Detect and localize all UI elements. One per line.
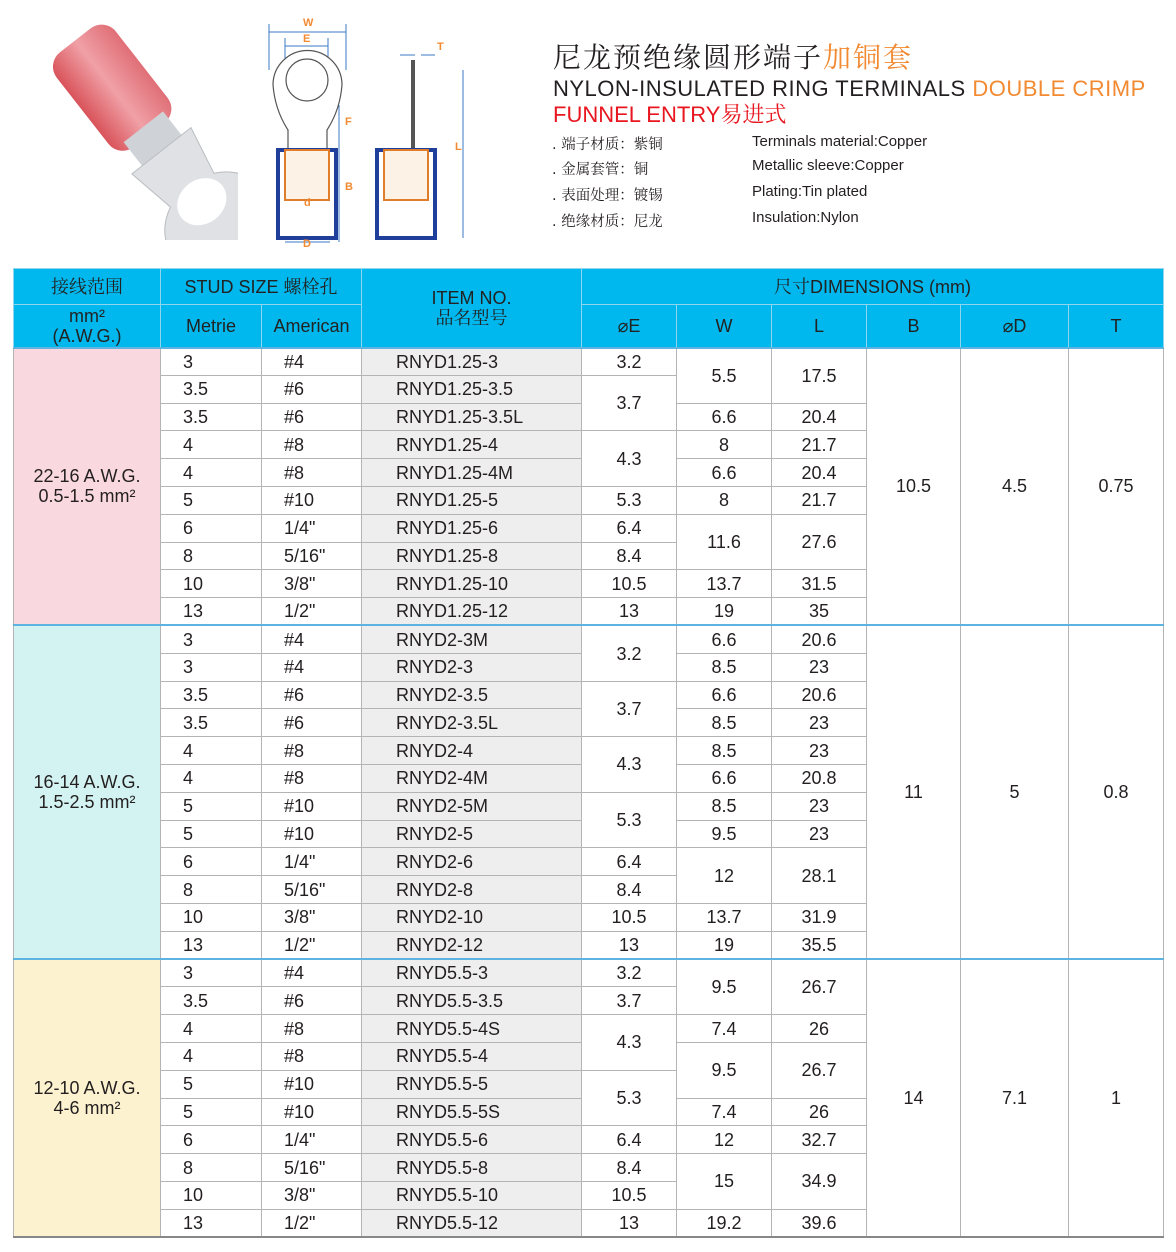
- e-cell: 5.3: [582, 792, 677, 848]
- american-cell: #10: [262, 1070, 362, 1098]
- e-cell: 8.4: [582, 542, 677, 570]
- metric-cell: 13: [161, 598, 262, 626]
- e-cell: 3.7: [582, 681, 677, 737]
- title-en-accent: DOUBLE CRIMP: [972, 76, 1146, 101]
- title-chinese: [553, 36, 913, 76]
- header-d: ⌀D: [961, 305, 1069, 348]
- w-cell: 8.5: [677, 709, 772, 737]
- header-range: 接线范围: [14, 269, 161, 305]
- l-cell: 20.4: [772, 403, 867, 431]
- spec-cn: . 金属套管：铜: [552, 162, 649, 178]
- l-cell: 20.4: [772, 459, 867, 487]
- e-cell: 5.3: [582, 486, 677, 514]
- mm-range: 0.5-1.5 mm²: [38, 486, 136, 507]
- l-cell: 23: [772, 709, 867, 737]
- w-cell: 6.6: [677, 681, 772, 709]
- l-cell: 21.7: [772, 431, 867, 459]
- l-cell: 34.9: [772, 1154, 867, 1210]
- e-cell: 13: [582, 1209, 677, 1237]
- metric-cell: 3: [161, 348, 262, 376]
- metric-cell: 5: [161, 792, 262, 820]
- item-no-cell: RNYD5.5-3: [362, 959, 582, 987]
- spec-cn: . 表面处理：镀锡: [552, 188, 663, 204]
- item-no-cell: RNYD5.5-5: [362, 1070, 582, 1098]
- american-cell: #6: [262, 375, 362, 403]
- mm-range: 1.5-2.5 mm²: [38, 792, 136, 813]
- american-cell: 1/4": [262, 514, 362, 542]
- american-cell: #6: [262, 987, 362, 1015]
- header-american: American: [262, 305, 362, 348]
- metric-cell: 4: [161, 431, 262, 459]
- awg-range: 12-10 A.W.G.: [33, 1078, 141, 1099]
- title-cn-main: 尼龙预绝缘圆形端子: [553, 41, 824, 74]
- l-cell: 23: [772, 792, 867, 820]
- e-cell: 4.3: [582, 737, 677, 793]
- metric-cell: 13: [161, 1209, 262, 1237]
- e-cell: 5.3: [582, 1070, 677, 1126]
- metric-cell: 3.5: [161, 403, 262, 431]
- item-no-cell: RNYD5.5-4: [362, 1042, 582, 1070]
- l-cell: 39.6: [772, 1209, 867, 1237]
- metric-cell: 10: [161, 903, 262, 931]
- spec-en: Metallic sleeve:Copper: [752, 157, 904, 174]
- item-no-cell: RNYD1.25-3.5: [362, 375, 582, 403]
- item-no-cell: RNYD2-5M: [362, 792, 582, 820]
- title-en-subtitle: FUNNEL ENTRY易进式: [553, 102, 787, 127]
- l-cell: 20.6: [772, 681, 867, 709]
- mm-range: 4-6 mm²: [53, 1098, 121, 1119]
- header-mm: mm²: [69, 305, 105, 326]
- american-cell: #8: [262, 459, 362, 487]
- header-b: B: [867, 305, 961, 348]
- item-no-cell: RNYD2-5: [362, 820, 582, 848]
- spec-en: Terminals material:Copper: [752, 133, 928, 150]
- metric-cell: 4: [161, 459, 262, 487]
- metric-cell: 5: [161, 486, 262, 514]
- item-no-cell: RNYD2-4: [362, 737, 582, 765]
- awg-range: 16-14 A.W.G.: [33, 772, 141, 793]
- item-no-cell: RNYD5.5-8: [362, 1154, 582, 1182]
- w-cell: 8.5: [677, 792, 772, 820]
- l-cell: 26: [772, 1098, 867, 1126]
- american-cell: 5/16": [262, 542, 362, 570]
- american-cell: #4: [262, 625, 362, 653]
- header-item: [362, 269, 582, 348]
- item-no-cell: RNYD2-3.5L: [362, 709, 582, 737]
- w-cell: 9.5: [677, 1042, 772, 1098]
- american-cell: #8: [262, 1015, 362, 1043]
- w-cell: 19: [677, 598, 772, 626]
- w-cell: 6.6: [677, 403, 772, 431]
- item-no-cell: RNYD1.25-10: [362, 570, 582, 598]
- header-metric: Metrie: [161, 305, 262, 348]
- ring-terminal-photo: [8, 20, 238, 240]
- header-range-unit: [14, 305, 161, 348]
- item-no-cell: RNYD1.25-3.5L: [362, 403, 582, 431]
- wire-range-cell: [14, 959, 161, 1237]
- e-cell: 8.4: [582, 1154, 677, 1182]
- metric-cell: 10: [161, 570, 262, 598]
- american-cell: #8: [262, 431, 362, 459]
- item-no-cell: RNYD1.25-8: [362, 542, 582, 570]
- l-cell: 35.5: [772, 931, 867, 959]
- american-cell: 1/4": [262, 848, 362, 876]
- item-no-cell: RNYD5.5-5S: [362, 1098, 582, 1126]
- e-cell: 10.5: [582, 903, 677, 931]
- l-cell: 17.5: [772, 348, 867, 404]
- item-no-cell: RNYD1.25-4: [362, 431, 582, 459]
- header-awg: (A.W.G.): [52, 325, 122, 346]
- american-cell: #4: [262, 959, 362, 987]
- t-cell: 0.8: [1069, 625, 1164, 959]
- e-cell: 6.4: [582, 1126, 677, 1154]
- american-cell: #4: [262, 653, 362, 681]
- metric-cell: 3.5: [161, 375, 262, 403]
- american-cell: 5/16": [262, 1154, 362, 1182]
- table-row: [14, 625, 1164, 653]
- l-cell: 26.7: [772, 1042, 867, 1098]
- title-en-main: NYLON-INSULATED RING TERMINALS: [553, 76, 973, 101]
- spec-cn: . 端子材质：紫铜: [552, 137, 663, 153]
- svg-text:T: T: [437, 41, 444, 53]
- item-no-cell: RNYD2-12: [362, 931, 582, 959]
- w-cell: 12: [677, 1126, 772, 1154]
- american-cell: #6: [262, 403, 362, 431]
- w-cell: 6.6: [677, 764, 772, 792]
- american-cell: 3/8": [262, 570, 362, 598]
- item-no-cell: RNYD5.5-6: [362, 1126, 582, 1154]
- l-cell: 28.1: [772, 848, 867, 904]
- american-cell: #10: [262, 792, 362, 820]
- item-no-cell: RNYD5.5-3.5: [362, 987, 582, 1015]
- dimension-drawing: [255, 10, 525, 255]
- svg-text:L: L: [455, 141, 462, 153]
- metric-cell: 10: [161, 1181, 262, 1209]
- l-cell: 26: [772, 1015, 867, 1043]
- metric-cell: 3.5: [161, 709, 262, 737]
- american-cell: #10: [262, 1098, 362, 1126]
- metric-cell: 8: [161, 876, 262, 904]
- w-cell: 8: [677, 431, 772, 459]
- l-cell: 23: [772, 820, 867, 848]
- item-no-cell: RNYD2-6: [362, 848, 582, 876]
- metric-cell: 6: [161, 514, 262, 542]
- header-t: T: [1069, 305, 1164, 348]
- item-no-cell: RNYD2-3M: [362, 625, 582, 653]
- metric-cell: 13: [161, 931, 262, 959]
- wire-range-cell: [14, 348, 161, 626]
- e-cell: 13: [582, 598, 677, 626]
- metric-cell: 5: [161, 820, 262, 848]
- t-cell: 0.75: [1069, 348, 1164, 626]
- e-cell: 10.5: [582, 570, 677, 598]
- l-cell: 31.9: [772, 903, 867, 931]
- metric-cell: 3.5: [161, 987, 262, 1015]
- metric-cell: 3: [161, 959, 262, 987]
- american-cell: 1/2": [262, 1209, 362, 1237]
- w-cell: 13.7: [677, 570, 772, 598]
- w-cell: 8.5: [677, 653, 772, 681]
- metric-cell: 6: [161, 1126, 262, 1154]
- b-cell: 14: [867, 959, 961, 1237]
- w-cell: 11.6: [677, 514, 772, 570]
- item-no-cell: RNYD1.25-6: [362, 514, 582, 542]
- metric-cell: 5: [161, 1070, 262, 1098]
- w-cell: 12: [677, 848, 772, 904]
- metric-cell: 4: [161, 1015, 262, 1043]
- item-no-cell: RNYD1.25-4M: [362, 459, 582, 487]
- w-cell: 9.5: [677, 959, 772, 1015]
- table-body: [14, 348, 1164, 1238]
- item-no-cell: RNYD1.25-3: [362, 348, 582, 376]
- w-cell: 8: [677, 486, 772, 514]
- metric-cell: 5: [161, 1098, 262, 1126]
- svg-text:F: F: [345, 116, 352, 128]
- header-item-en: ITEM NO.: [431, 287, 512, 308]
- american-cell: #4: [262, 348, 362, 376]
- e-cell: 3.2: [582, 625, 677, 681]
- wire-range-cell: [14, 625, 161, 959]
- item-no-cell: RNYD1.25-12: [362, 598, 582, 626]
- l-cell: 27.6: [772, 514, 867, 570]
- l-cell: 35: [772, 598, 867, 626]
- e-cell: 4.3: [582, 1015, 677, 1071]
- d-cell: 4.5: [961, 348, 1069, 626]
- american-cell: 1/4": [262, 1126, 362, 1154]
- w-cell: 9.5: [677, 820, 772, 848]
- svg-text:d: d: [304, 197, 311, 209]
- e-cell: 4.3: [582, 431, 677, 487]
- metric-cell: 4: [161, 764, 262, 792]
- e-cell: 13: [582, 931, 677, 959]
- header-stud-size: STUD SIZE 螺栓孔: [161, 269, 362, 305]
- item-no-cell: RNYD1.25-5: [362, 486, 582, 514]
- w-cell: 5.5: [677, 348, 772, 404]
- metric-cell: 8: [161, 542, 262, 570]
- table-row: [14, 959, 1164, 987]
- spec-en: Plating:Tin plated: [752, 183, 868, 200]
- american-cell: #10: [262, 486, 362, 514]
- american-cell: 1/2": [262, 931, 362, 959]
- spec-table: [13, 268, 1164, 1238]
- e-cell: 10.5: [582, 1181, 677, 1209]
- metric-cell: 4: [161, 1042, 262, 1070]
- spec-en: Insulation:Nylon: [752, 209, 859, 226]
- item-no-cell: RNYD2-8: [362, 876, 582, 904]
- header-item-cn: 品名型号: [435, 307, 508, 328]
- e-cell: 8.4: [582, 876, 677, 904]
- w-cell: 15: [677, 1154, 772, 1210]
- e-cell: 3.7: [582, 375, 677, 431]
- item-no-cell: RNYD2-3.5: [362, 681, 582, 709]
- e-cell: 3.7: [582, 987, 677, 1015]
- b-cell: 11: [867, 625, 961, 959]
- table-row: [14, 348, 1164, 376]
- item-no-cell: RNYD5.5-10: [362, 1181, 582, 1209]
- title-cn-accent: 加铜套: [823, 41, 914, 74]
- l-cell: 32.7: [772, 1126, 867, 1154]
- american-cell: 3/8": [262, 903, 362, 931]
- l-cell: 23: [772, 737, 867, 765]
- item-no-cell: RNYD5.5-4S: [362, 1015, 582, 1043]
- spec-cn: . 绝缘材质：尼龙: [552, 214, 663, 230]
- e-cell: 3.2: [582, 959, 677, 987]
- american-cell: #8: [262, 764, 362, 792]
- header-w: W: [677, 305, 772, 348]
- american-cell: #10: [262, 820, 362, 848]
- metric-cell: 8: [161, 1154, 262, 1182]
- l-cell: 20.6: [772, 625, 867, 653]
- e-cell: 6.4: [582, 514, 677, 542]
- w-cell: 8.5: [677, 737, 772, 765]
- metric-cell: 6: [161, 848, 262, 876]
- w-cell: 6.6: [677, 625, 772, 653]
- item-no-cell: RNYD2-10: [362, 903, 582, 931]
- american-cell: #6: [262, 709, 362, 737]
- t-cell: 1: [1069, 959, 1164, 1237]
- metric-cell: 3.5: [161, 681, 262, 709]
- awg-range: 22-16 A.W.G.: [33, 466, 141, 487]
- american-cell: 1/2": [262, 598, 362, 626]
- w-cell: 7.4: [677, 1015, 772, 1043]
- item-no-cell: RNYD5.5-12: [362, 1209, 582, 1237]
- l-cell: 23: [772, 653, 867, 681]
- l-cell: 21.7: [772, 486, 867, 514]
- w-cell: 7.4: [677, 1098, 772, 1126]
- item-no-cell: RNYD2-4M: [362, 764, 582, 792]
- e-cell: 6.4: [582, 848, 677, 876]
- american-cell: 5/16": [262, 876, 362, 904]
- american-cell: 3/8": [262, 1181, 362, 1209]
- metric-cell: 3: [161, 625, 262, 653]
- w-cell: 19: [677, 931, 772, 959]
- metric-cell: 3: [161, 653, 262, 681]
- item-no-cell: RNYD2-3: [362, 653, 582, 681]
- header-dimensions: 尺寸DIMENSIONS (mm): [582, 269, 1164, 305]
- d-cell: 5: [961, 625, 1069, 959]
- metric-cell: 4: [161, 737, 262, 765]
- e-cell: 3.2: [582, 348, 677, 376]
- american-cell: #8: [262, 1042, 362, 1070]
- l-cell: 26.7: [772, 959, 867, 1015]
- w-cell: 13.7: [677, 903, 772, 931]
- b-cell: 10.5: [867, 348, 961, 626]
- header-e: ⌀E: [582, 305, 677, 348]
- label-w: W: [303, 17, 314, 29]
- header-l: L: [772, 305, 867, 348]
- w-cell: 19.2: [677, 1209, 772, 1237]
- d-cell: 7.1: [961, 959, 1069, 1237]
- svg-text:E: E: [303, 33, 311, 45]
- american-cell: #8: [262, 737, 362, 765]
- svg-text:D: D: [303, 238, 311, 250]
- l-cell: 20.8: [772, 764, 867, 792]
- w-cell: 6.6: [677, 459, 772, 487]
- svg-text:B: B: [345, 181, 353, 193]
- l-cell: 31.5: [772, 570, 867, 598]
- american-cell: #6: [262, 681, 362, 709]
